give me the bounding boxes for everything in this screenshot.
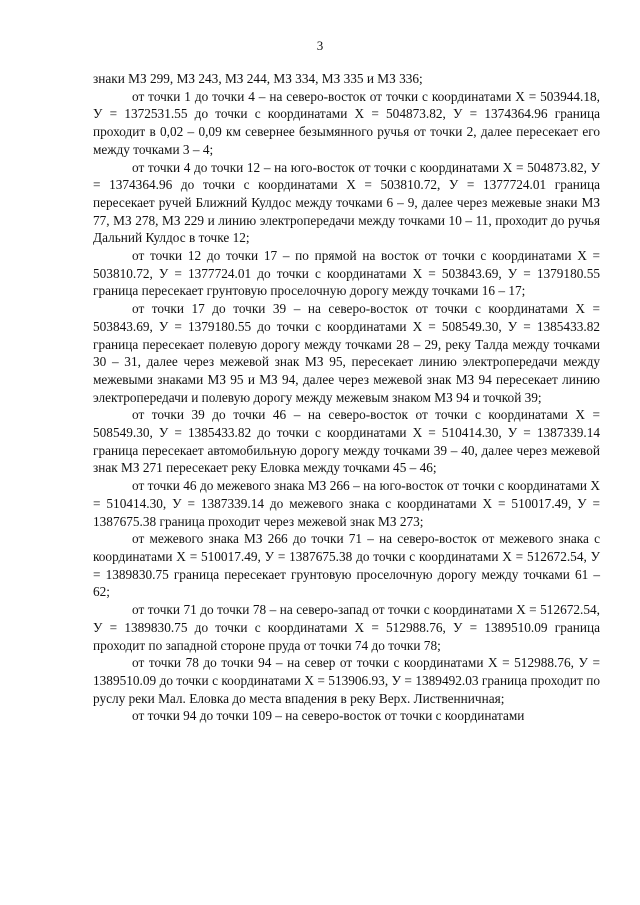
page-number: 3	[316, 38, 324, 53]
paragraph: от точки 71 до точки 78 – на северо-запад от точки с координатами Х = 512672.54, У = 1389830.75 до точки с координатами Х = 512988.76, У = 1389510.09 граница проходит по западной стороне пруда от точки 74 до точки 78;	[93, 602, 600, 653]
paragraph: от точки 78 до точки 94 – на север от точки с координатами Х = 512988.76, У = 1389510.09 до точки с координатами Х = 513906.93, У = 1389492.03 граница проходит по руслу реки Мал. Еловка до места впадения в реку Верх. Лиственничная;	[93, 655, 600, 706]
paragraph: знаки МЗ 299, МЗ 243, МЗ 244, МЗ 334, МЗ 335 и МЗ 336;	[93, 71, 423, 86]
paragraph: от точки 1 до точки 4 – на северо-восток от точки с координатами Х = 503944.18, У = 1372531.55 до точки с координатами Х = 504873.82, У = 1374364.96 граница проходит в 0,02 – 0,09 км севернее безымянного ручья от точки 2, далее пересекает его между точками 3 – 4;	[93, 88, 600, 157]
paragraph: от точки 94 до точки 109 – на северо-восток от точки с координатами	[132, 708, 525, 724]
paragraph: от межевого знака МЗ 266 до точки 71 – на северо-восток от межевого знака с координатами Х = 510017.49, У = 1387675.38 до точки с координатами Х = 512672.54, У = 1389830.75 граница пересекает грунтовую проселочную дорогу между точками 61 – 62;	[93, 531, 600, 600]
paragraph: от точки 39 до точки 46 – на северо-восток от точки с координатами Х = 508549.30, У = 1385433.82 до точки с координатами Х = 510414.30, У = 1387339.14 граница пересекает автомобильную дорогу между точками 39 – 40, далее через межевой знак МЗ 271 пересекает реку Еловка между точками 45 – 46;	[93, 407, 600, 476]
paragraph: от точки 12 до точки 17 – по прямой на восток от точки с координатами Х = 503810.72, У = 1377724.01 до точки с координатами Х = 503843.69, У = 1379180.55 граница пересекает грунтовую проселочную дорогу между точками 16 – 17;	[93, 248, 600, 299]
paragraph: от точки 4 до точки 12 – на юго-восток от точки с координатами Х = 504873.82, У = 1374364.96 до точки с координатами Х = 503810.72, У = 1377724.01 граница пересекает ручей Ближний Кулдос между точками 6 – 9, далее через межевые знаки МЗ 77, МЗ 278, МЗ 229 и линию электропередачи между точками 10 – 11, проходит до ручья Дальний Кулдос в точке 12;	[93, 159, 600, 246]
document-body	[93, 70, 600, 725]
paragraph: от точки 46 до межевого знака МЗ 266 – на юго-восток от точки с координатами Х = 510414.30, У = 1387339.14 до межевого знака с координатами Х = 510017.49, У = 1387675.38 граница проходит через межевой знак МЗ 273;	[93, 478, 600, 529]
paragraph: от точки 17 до точки 39 – на северо-восток от точки с координатами Х = 503843.69, У = 1379180.55 до точки с координатами Х = 508549.30, У = 1385433.82 граница пересекает полевую дорогу между точками 28 – 29, реку Талда между точками 30 – 31, далее через межевой знак МЗ 95, пересекает линию электропередачи между межевыми знаками МЗ 95 и МЗ 94, далее через межевой знак МЗ 94 пересекает линию электропередачи и полевую дорогу между межевым знаком МЗ 94 и точкой 39;	[93, 301, 600, 405]
